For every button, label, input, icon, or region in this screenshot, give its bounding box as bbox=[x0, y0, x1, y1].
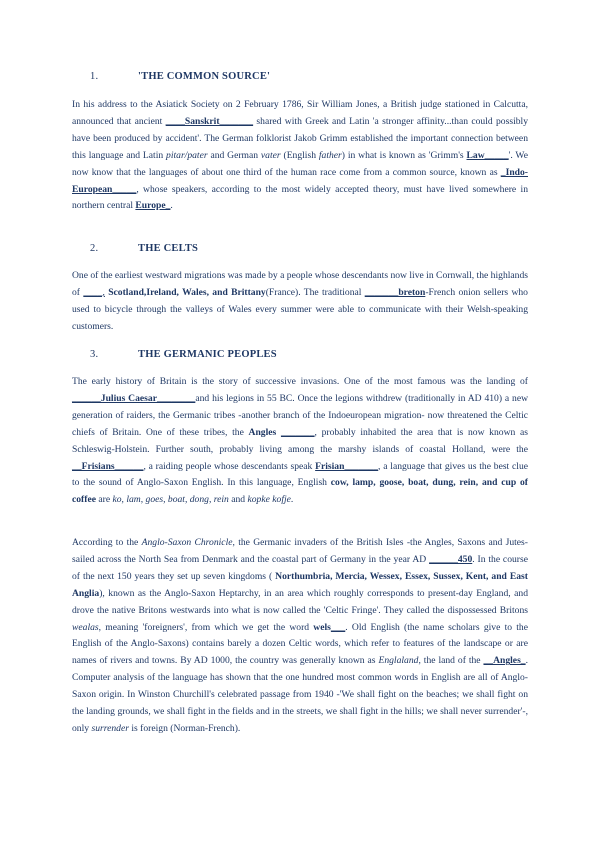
text-run: (English bbox=[280, 149, 319, 161]
text-run: . bbox=[170, 200, 173, 212]
text-run: is foreign (Norman-French). bbox=[128, 722, 241, 734]
answer-blank: ______450 bbox=[429, 553, 473, 565]
section-1-paragraph-1 bbox=[72, 97, 528, 215]
text-run: -French onion sellers who used to bicycle through the valleys of Wales every summer were able to communicate with their Welsh-speaking customers. bbox=[72, 286, 528, 332]
answer-blank: Europe_ bbox=[135, 200, 171, 212]
answer-blank: _Indo-European_____ bbox=[72, 166, 528, 195]
text-run: Scotland,Ireland, Wales, and Brittany bbox=[104, 286, 266, 298]
text-run: shared with Greek and Latin 'a stronger affinity...than could possibly have been produced by accident'. The German folklorist Jakob Grimm established the important connection between this language and Latin bbox=[72, 115, 528, 161]
section-1-heading bbox=[90, 71, 270, 82]
section-1-title: 'THE COMMON SOURCE' bbox=[138, 71, 271, 82]
text-run: Anglo-Saxon Chronicle bbox=[141, 537, 233, 548]
section-2-title: THE CELTS bbox=[138, 243, 199, 254]
text-run: are bbox=[95, 494, 113, 506]
section-2-paragraph-1 bbox=[72, 268, 528, 336]
text-run: , whose speakers, according to the most widely accepted theory, must have lived somewhere in northern central bbox=[72, 183, 528, 212]
text-run: wels bbox=[313, 621, 331, 633]
text-run: Northumbria, Mercia, Wessex, Essex, Sussex, Kent, and East Anglia bbox=[72, 570, 528, 599]
section-3-title: THE GERMANIC PEOPLES bbox=[138, 349, 277, 360]
section-3-number: 3. bbox=[90, 349, 99, 360]
text-run: wealas bbox=[72, 621, 99, 633]
text-run: and his legions in 55 BC. Once the legions withdrew (traditionally in AD 410) a new generation of raiders, the Germanic tribes -another branch of the Indoeuropean migration- now threatened the Celtic chiefs of Britain. One of these tribes, the bbox=[72, 392, 529, 438]
text-run: One of the earliest westward migrations was made by a people whose descendants now live in Cornwall, the highlands of bbox=[72, 270, 528, 298]
text-run: ) in what is known as 'Grimm's bbox=[341, 149, 467, 161]
text-run: ko, lam, goes, boat, dong, rein bbox=[112, 494, 229, 506]
text-run: father bbox=[318, 149, 342, 161]
text-run: (France). The traditional bbox=[265, 286, 365, 298]
text-run: pitar/pater bbox=[166, 149, 208, 161]
text-run: vater bbox=[260, 149, 281, 161]
answer-blank: ___ bbox=[330, 621, 346, 633]
text-run: and German bbox=[207, 149, 261, 161]
text-run: . In the course of the next 150 years they set up seven kingdoms ( bbox=[72, 553, 528, 582]
text-run: , probably inhabited the area that is now known as Schleswig-Holstein. Further south, probably living among the marshy islands of coastal Holland, were the bbox=[72, 426, 528, 455]
text-run: , a raiding people whose descendants speak bbox=[143, 460, 316, 472]
text-run: In his address to the Asiatick Society on 2 February 1786, Sir William Jones, a British judge stationed in Calcutta, announced that ancient bbox=[72, 99, 528, 127]
answer-blank: _______ bbox=[280, 426, 315, 438]
text-run: , the land of the bbox=[418, 655, 484, 667]
text-run: . bbox=[290, 494, 294, 506]
answer-blank: __Angles_ bbox=[483, 655, 526, 667]
section-3-heading bbox=[90, 349, 277, 360]
section-3-paragraph-1 bbox=[72, 374, 528, 509]
text-run: Angles bbox=[248, 426, 277, 438]
text-run: Englaland bbox=[378, 655, 419, 667]
text-run: , meaning 'foreigners', from which we get the word bbox=[98, 621, 314, 633]
text-run: ), known as the Anglo-Saxon Heptarchy, in an area which roughly corresponds to present-day England, and drove the native Britons westwards into what is now called the 'Celtic Fringe'. They called the dispossessed Britons bbox=[72, 587, 528, 616]
text-run: and bbox=[228, 494, 248, 506]
answer-blank: _______breton bbox=[364, 286, 426, 298]
text-run: surrender bbox=[91, 722, 129, 734]
text-run: The early history of Britain is the story of successive invasions. One of the most famous was the landing of bbox=[72, 376, 528, 387]
text-run: kopke kofje bbox=[247, 494, 291, 506]
section-2-heading bbox=[90, 243, 198, 254]
answer-blank: ______Julius Caesar________ bbox=[72, 392, 196, 404]
answer-blank: Law_____ bbox=[466, 149, 509, 161]
answer-blank: __Frisians______ bbox=[72, 460, 144, 472]
section-3-paragraph-2 bbox=[72, 535, 528, 738]
text-run: , a language that gives us the best clue to the sound of Anglo-Saxon English. In this language, English bbox=[72, 460, 528, 489]
text-run: , the Germanic invaders of the British Isles -the Angles, Saxons and Jutes- sailed across the North Sea from Denmark and the coastal part of Germany in the year AD bbox=[72, 537, 528, 565]
section-1-number: 1. bbox=[90, 71, 99, 82]
answer-blank: ____, bbox=[83, 286, 105, 298]
text-run: . Computer analysis of the language has shown that the one hundred most common words in English are all of Anglo-Saxon origin. In Winston Churchill's celebrated passage from 1940 -'We shall fight on the beaches; we shall fight on the landing grounds, we shall fight in the fields and in the streets, we shall fight in the hills; we shall never surrender'-, only bbox=[72, 655, 528, 734]
text-run: cow, lamp, goose, boat, dung, rein, and cup of coffee bbox=[72, 477, 528, 506]
answer-blank: Frisian_______ bbox=[315, 460, 379, 472]
text-run: . Old English (the name scholars give to the English of the Anglo-Saxons) contains barely a dozen Celtic words, which refer to features of the landscape or are names of rivers and towns. By AD 1000, the country was generally known as bbox=[72, 621, 528, 667]
section-2-number: 2. bbox=[90, 243, 99, 254]
text-run: '. We now know that the languages of about one third of the human race come from a common source, known as bbox=[72, 149, 528, 178]
text-run: According to the bbox=[72, 537, 142, 548]
answer-blank: ____Sanskrit_______ bbox=[165, 115, 254, 127]
